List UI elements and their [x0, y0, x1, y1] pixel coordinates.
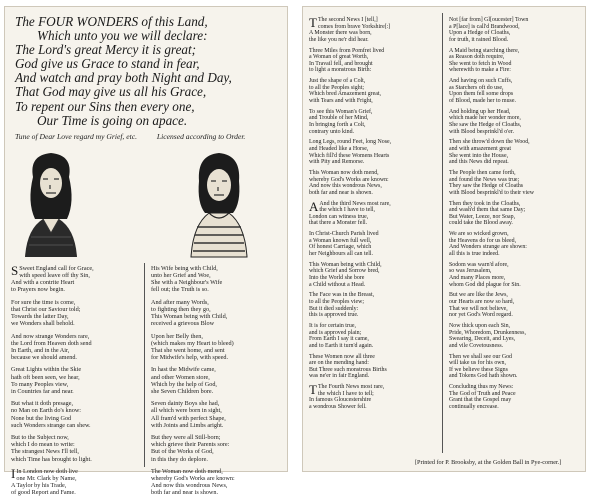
verse-line: In Earth, and in the Air,: [11, 346, 70, 354]
drop-cap: I: [11, 465, 16, 481]
verse-line: And having on such Cuffs,: [449, 78, 513, 85]
verse-line: Just the shape of a Colt,: [309, 78, 366, 85]
verse-line: She with a Neighbour's Wife: [151, 279, 223, 287]
verse-line: The strangest News I'll tell,: [11, 448, 79, 456]
verse-line: The Face was in the Breast,: [309, 292, 375, 299]
title-line: And watch and pray both Night and Day,: [15, 70, 232, 86]
stanza: [309, 78, 391, 105]
stanza: [151, 468, 235, 497]
verse-line: But they were all Still-born;: [151, 434, 221, 442]
verse-line: She went into the House,: [449, 152, 509, 159]
verse-line: A Taylor by his Trade,: [11, 482, 67, 490]
verse-line: That she went home, and sent: [151, 346, 225, 354]
verse-line: And now strange Wonders rare,: [11, 332, 90, 340]
verse-line: in this they do deplore.: [151, 455, 208, 463]
drop-cap: T: [309, 382, 317, 398]
verse-line: But we are like the Jews,: [449, 292, 508, 299]
stanza: [11, 400, 92, 429]
verse-line: Upon them fell some drops: [449, 91, 514, 98]
stanza: [151, 265, 235, 294]
verse-line: and found the News was true;: [449, 176, 520, 183]
verse-line: Pride, Whoredom, Drunkenness,: [449, 329, 526, 336]
stanza: [449, 78, 534, 105]
stanza: [309, 262, 391, 289]
verse-line: will take us for his own,: [449, 360, 506, 367]
verse-line: contrary unto kind.: [309, 128, 354, 135]
verse-line: received a grievous Blow: [151, 320, 215, 328]
verse-line: But Water, Leeze, nor Soap,: [449, 213, 516, 220]
right-page: [302, 6, 586, 472]
page-gutter: [290, 0, 300, 480]
verse-line: And many Places more,: [449, 275, 506, 281]
verse-line: as Reason doth require,: [449, 54, 505, 61]
verse-line: But of the Works of God,: [151, 448, 214, 456]
stanza: [449, 109, 534, 136]
verse-line: That we will not believe,: [449, 305, 508, 312]
verse-line: Which fill'd these Womens Hearts: [309, 152, 390, 159]
verse-line: we Wonders shall behold.: [11, 320, 75, 328]
verse-line: which grieve their Parents sore:: [151, 441, 230, 449]
verse-line: Swearing, Deceit, and Lyes,: [449, 336, 516, 343]
title-line: The Lord's great Mercy it is great;: [15, 42, 197, 58]
verse-line: nor yet God's Word regard.: [449, 312, 513, 319]
stanza: [151, 434, 235, 463]
verse-line: with speed leave off thy Sin,: [19, 272, 90, 280]
stanza: [11, 465, 92, 497]
verse-line: A Monster there was born,: [309, 30, 372, 37]
stanza: [449, 231, 534, 258]
stanza: [309, 170, 391, 197]
verse-line: a Woman known full well,: [309, 237, 372, 244]
stanza: [449, 170, 534, 197]
licensed-text: Licensed according to Order.: [156, 132, 246, 141]
verse-line: in Countries far and near.: [11, 387, 74, 395]
verse-line: with Blood besprinkl'd o'er.: [449, 128, 514, 135]
verse-line: Not [far from] Gl[oucester] Town: [449, 17, 529, 23]
verse-line: to all the Peoples view;: [309, 298, 364, 305]
verse-line: she Seven Children bore.: [151, 387, 214, 395]
column-divider: [442, 13, 443, 453]
verse-line: with Blood besprinkl'd to their view: [449, 189, 534, 196]
stanza: [151, 400, 235, 429]
stanza: [11, 434, 92, 463]
verse-line: whereby God's Works are known:: [151, 475, 235, 483]
verse-line: All fram'd with perfect Shape,: [151, 414, 226, 422]
verse-line: as Starchers oft do use,: [449, 84, 504, 91]
verse-line: hath oft been seen, we hear,: [11, 373, 80, 381]
verse-line: which Grief and Sorrow bred,: [309, 268, 380, 275]
verse-line: fell out; the Truth is so.: [151, 286, 209, 294]
verse-line: In London now doth live: [16, 467, 78, 475]
stanza: [309, 323, 391, 350]
verse-line: Sweet England call for Grace,: [19, 265, 94, 272]
verse-line: And the third News most rare,: [319, 200, 391, 207]
verse-line: to light a monstrous Birth:: [309, 67, 372, 74]
verse-line: and other Women store,: [151, 373, 210, 381]
verse-line: with Pity and Remorse.: [309, 159, 365, 166]
verse-line: this is approved true.: [309, 312, 359, 319]
verse-line: both far and near is shown.: [151, 489, 219, 497]
verse-line: the Heavens do for us bleed,: [449, 237, 517, 244]
left-column-1: [11, 265, 92, 502]
verse-line: which made her wonder more,: [449, 115, 521, 122]
verse-line: that there a Monster fell.: [309, 220, 368, 227]
verse-line: a P[lace] is call'd Brandwood,: [449, 23, 520, 30]
verse-line: And after many Words,: [151, 298, 209, 306]
verse-line: wherewith to make a Fire:: [449, 67, 511, 74]
verse-line: Which bred Amazement great,: [309, 91, 381, 98]
stanza: [151, 299, 235, 328]
stanza: [309, 17, 391, 44]
verse-line: A Maid being starching there,: [449, 47, 520, 54]
verse-line: The People then came forth,: [449, 169, 516, 176]
verse-line: for Midwife's help, with speed.: [151, 354, 229, 362]
verse-line: Of honest Carriage, which: [309, 244, 372, 251]
verse-line: Upon her Belly then,: [151, 332, 203, 340]
verse-line: a Woman of great Worth,: [309, 54, 369, 61]
verse-line: None but the living God: [11, 414, 72, 422]
verse-line: But what it doth presage,: [11, 400, 74, 408]
verse-line: and Trouble of her Mind,: [309, 115, 369, 122]
verse-line: to fighting then they go,: [151, 305, 211, 313]
verse-line: comes from brave Yorkshire[:]: [317, 23, 391, 30]
verse-line: and with amazement great: [449, 146, 511, 152]
verse-line: But it died suddenly:: [309, 305, 359, 312]
verse-line: because we should amend.: [11, 354, 77, 362]
imprint-line: [Printed for P. Brooksby, at the Golden Ball in Pye-corner.]: [415, 459, 562, 466]
stanza: [11, 265, 92, 294]
tune-line: [15, 132, 285, 141]
verse-line: to Prayers now begin.: [11, 286, 65, 294]
verse-line: with Tears and with Fright,: [309, 98, 373, 105]
verse-line: Sodom was warn'd afore,: [449, 261, 509, 268]
verse-line: If we believe these Signs: [449, 366, 508, 373]
verse-line: a Child without a Head.: [309, 281, 366, 288]
verse-line: To many Peoples view,: [11, 380, 69, 388]
verse-line: And now this wondrous News,: [309, 183, 382, 190]
stanza: [309, 198, 391, 228]
verse-line: And now this wondrous News,: [151, 482, 228, 490]
verse-line: The second News I [tell,]: [317, 17, 378, 23]
stanza: [449, 292, 534, 319]
verse-line: with Joints and Limbs aright.: [151, 421, 224, 429]
stanza: [11, 366, 92, 395]
stanza: [309, 384, 391, 411]
verse-line: and to Earth it turn'd again.: [309, 342, 374, 349]
verse-line: that Christ our Saviour told;: [11, 305, 81, 313]
stanza: [11, 333, 92, 362]
title-line: To repent our Sins then every one,: [15, 98, 195, 114]
verse-line: no Man on Earth do's know:: [11, 407, 82, 415]
verse-line: which I do mean to write:: [11, 441, 75, 449]
verse-line: Then we shall see our God: [449, 353, 512, 360]
verse-line: Now thick upon each Sin,: [449, 322, 511, 329]
verse-line: Into the World she bore: [309, 275, 365, 281]
verse-line: Towards the latter Day,: [11, 313, 69, 321]
verse-line: to all the Peoples sight;: [309, 84, 364, 91]
verse-line: which Time has brought to light.: [11, 455, 92, 463]
verse-line: and this News did repeat.: [449, 159, 509, 166]
verse-line: was ne'er in fair England.: [309, 373, 370, 380]
verse-line: But to the Subject now,: [11, 434, 69, 442]
stanza: [309, 292, 391, 319]
verse-line: a wondrous Shower fell.: [309, 404, 367, 410]
verse-line: This Woman now doth mend,: [309, 169, 379, 176]
verse-line: the Lord from Heaven doth send: [11, 339, 92, 347]
broadside-title: [15, 15, 285, 128]
verse-line: and vile Covetousness.: [449, 342, 504, 349]
verse-line: Seven dainty Boys she had,: [151, 400, 220, 408]
tune-text: Tune of Dear Love regard my Grief, etc.: [15, 132, 137, 141]
verse-line: In Travail fell, and brought: [309, 60, 373, 67]
verse-line: Then she throw'd down the Wood,: [449, 139, 530, 146]
stanza: [309, 354, 391, 381]
stanza: [449, 384, 534, 411]
verse-line: unto her Grief and Woe,: [151, 272, 211, 280]
verse-line: our Hearts are now so hard,: [449, 298, 515, 305]
verse-line: Grant that the Gospel may: [449, 397, 512, 404]
verse-line: her Neighbours all can tell.: [309, 251, 373, 258]
verse-line: the which I have to tell,: [319, 207, 376, 214]
verse-line: Then they took in the Cloaths,: [449, 200, 521, 207]
verse-line: In Christ-Church Parish lived: [309, 231, 379, 238]
stanza: [449, 139, 534, 166]
verse-line: whereby God's Works are known:: [309, 176, 389, 183]
verse-line: This Woman being with Child,: [309, 261, 382, 268]
verse-line: She went to fetch in Wood: [449, 60, 512, 67]
verse-line: of Blood, made her to muse.: [449, 98, 516, 105]
verse-line: To see this Woman's Grief,: [309, 108, 373, 115]
title-line: The FOUR WONDERS of this Land,: [15, 14, 208, 29]
stanza: [309, 139, 391, 166]
verse-line: We are so wicked grown,: [449, 231, 509, 238]
right-column-2: [449, 17, 534, 415]
stanza: [449, 17, 534, 44]
title-line: Which unto you we will declare:: [37, 28, 208, 44]
verse-line: Upon a Hedge of Cloaths,: [449, 30, 511, 37]
verse-line: so was Jerusalem,: [449, 268, 492, 275]
verse-line: Three Miles from Pomfret lived: [309, 47, 385, 54]
verse-line: But Three such monstrous Births: [309, 366, 387, 373]
drop-cap: S: [11, 263, 19, 278]
stanza: [11, 299, 92, 328]
stanza: [151, 333, 235, 362]
verse-line: and is approved plain;: [309, 329, 362, 336]
verse-line: And Wonders strange are shown:: [449, 244, 527, 251]
stanza: [449, 48, 534, 75]
verse-line: and Headed like a Horse,: [309, 146, 369, 152]
left-column-2: [151, 265, 235, 502]
verse-line: of good Report and Fame.: [11, 489, 76, 497]
verse-line: These Women now all three: [309, 353, 375, 360]
verse-line: This Woman being with Child,: [151, 313, 228, 321]
woodcut-portrait-man: [19, 147, 83, 257]
verse-line: are on the mending hand:: [309, 360, 369, 367]
woodcut-portrait-woman: [187, 147, 251, 257]
verse-line: And with a contrite Heart: [11, 279, 75, 287]
verse-line: the which I have to tell;: [317, 390, 374, 397]
title-line: Our Time is going on apace.: [37, 112, 188, 128]
verse-line: could take the Blood away.: [449, 220, 513, 227]
verse-line: both far and near is shown.: [309, 189, 373, 196]
verse-line: The Fourth News most rare,: [317, 384, 385, 391]
drop-cap: T: [309, 15, 317, 30]
stanza: [449, 323, 534, 350]
verse-line: all which were born in sight,: [151, 407, 222, 415]
verse-line: Which by the help of God,: [151, 380, 217, 388]
verse-line: Great Lights within the Skie: [11, 366, 82, 374]
stanza: [309, 231, 391, 258]
verse-line: such Wonders strange can shew.: [11, 421, 91, 429]
stanza: [309, 109, 391, 136]
stanza: [449, 262, 534, 289]
right-column-1: [309, 17, 391, 415]
stanza: [151, 366, 235, 395]
title-line: God give us Grace to stand in fear,: [15, 56, 200, 72]
verse-line: In famous Gloucestershire: [309, 397, 372, 404]
verse-line: whom God did plague for Sin.: [449, 281, 521, 288]
verse-line: In bringing forth a Colt,: [309, 122, 366, 129]
drop-cap: A: [309, 198, 319, 214]
stanza: [449, 201, 534, 228]
verse-line: For sure the time is come,: [11, 298, 76, 306]
verse-line: and wash'd them that same Day;: [449, 207, 526, 214]
verse-line: And holding up her Head,: [449, 108, 511, 115]
verse-line: one Mr. Clark by Name,: [16, 475, 77, 483]
left-page: [4, 6, 288, 497]
verse-line: all this is true indeed.: [449, 251, 500, 258]
verse-line: His Wife being with Child,: [151, 265, 218, 272]
verse-line: In hast the Midwife came,: [151, 366, 216, 374]
verse-line: The God of Truth and Peace: [449, 390, 516, 397]
verse-line: From Earth I say it came,: [309, 336, 369, 343]
verse-line: and Tokens God hath shown.: [449, 373, 518, 380]
verse-line: the like you ne'r did hear.: [309, 36, 369, 43]
verse-line: The Woman now doth mend,: [151, 467, 223, 475]
verse-line: continually encrease.: [449, 404, 499, 410]
verse-line: Concluding thus my News:: [449, 384, 514, 391]
title-line: That God may give us all his Grace,: [15, 84, 207, 100]
verse-line: She saw the Hedge of Cloaths,: [449, 122, 522, 129]
stanza: [309, 48, 391, 75]
verse-line: It is for certain true,: [309, 322, 356, 329]
verse-line: for truth, it rained Blood.: [449, 36, 509, 43]
verse-line: Long Legs, round Feet, long Nose,: [309, 139, 392, 146]
column-divider: [144, 263, 145, 467]
stanza: [449, 354, 534, 381]
verse-line: London can witness true,: [309, 213, 369, 220]
verse-line: They saw the Hedge of Cloaths: [449, 183, 524, 190]
verse-line: (which makes my Heart to bleed): [151, 339, 234, 347]
